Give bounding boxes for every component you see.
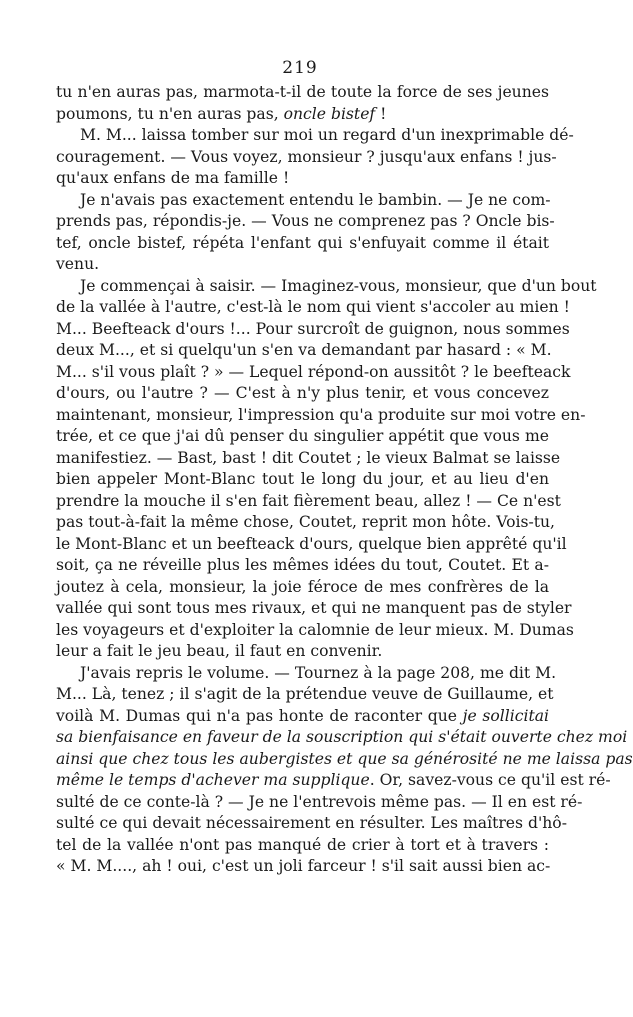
text-line bbox=[56, 147, 557, 169]
text-line bbox=[56, 233, 549, 255]
text-segment: voilà M. Dumas qui n'a pas honte de raconter que bbox=[56, 706, 463, 725]
text-segment: M... s'il vous plaît ? » — Lequel répond-on aussitôt ? le beefteack bbox=[56, 362, 571, 381]
text-segment: venu. bbox=[56, 255, 100, 273]
text-segment: Je commençai à saisir. — Imaginez-vous, monsieur, que d'un bout bbox=[80, 276, 597, 295]
text-line bbox=[56, 856, 549, 878]
italic-text: oncle bistef bbox=[283, 104, 376, 123]
text-segment: sulté de ce conte-là ? — Je ne l'entrevois même pas. — Il en est ré- bbox=[56, 792, 583, 811]
text-segment: d'ours, ou l'autre ? — C'est à n'y plus tenir, et vous concevez bbox=[56, 384, 549, 402]
text-segment: Je n'avais pas exactement entendu le bambin. — Je ne com- bbox=[80, 190, 551, 209]
text-line bbox=[56, 211, 555, 233]
text-line bbox=[56, 555, 549, 577]
text-segment: poumons, tu n'en auras pas, bbox=[56, 104, 284, 123]
text-segment: maintenant, monsieur, l'impression qu'a produite sur moi votre en- bbox=[56, 405, 586, 424]
text-segment: tu n'en auras pas, marmota-t-il de toute la force de ses jeunes bbox=[56, 83, 549, 101]
text-segment: soit, ça ne réveille plus les mêmes idées du tout, Coutet. Et a- bbox=[56, 556, 549, 574]
text-line bbox=[56, 340, 552, 362]
text-line bbox=[56, 383, 549, 405]
page-number: 219 bbox=[282, 58, 318, 78]
text-line bbox=[56, 727, 628, 749]
text-line bbox=[56, 684, 554, 706]
text-segment: trée, et ce que j'ai dû penser du singulier appétit que vous me bbox=[56, 427, 549, 445]
text-line bbox=[56, 641, 549, 663]
text-segment: ! bbox=[375, 104, 387, 123]
text-line bbox=[56, 319, 570, 341]
text-segment: deux M..., et si quelqu'un s'en va demandant par hasard : « M. bbox=[56, 341, 552, 359]
text-line bbox=[56, 577, 549, 599]
text-line bbox=[56, 491, 561, 513]
text-segment: . Or, savez-vous ce qu'il est ré- bbox=[369, 771, 611, 789]
text-line bbox=[56, 835, 549, 857]
text-line bbox=[56, 448, 561, 470]
body-text bbox=[56, 82, 633, 878]
text-line bbox=[56, 512, 555, 534]
text-segment: de la vallée à l'autre, c'est-là le nom qui vient s'accoler au mien ! bbox=[56, 298, 570, 316]
text-line bbox=[56, 749, 633, 771]
text-line bbox=[56, 276, 597, 298]
text-line bbox=[56, 469, 549, 491]
text-line bbox=[56, 792, 583, 814]
text-segment: couragement. — Vous voyez, monsieur ? jusqu'aux enfans ! jus- bbox=[56, 147, 557, 166]
text-line bbox=[56, 82, 549, 104]
italic-text: sa bienfaisance en faveur de la souscription qui s'était ouverte chez moi bbox=[56, 728, 628, 746]
text-segment: « M. M...., ah ! oui, c'est un joli farceur ! s'il sait aussi bien ac- bbox=[56, 857, 551, 875]
text-segment: les voyageurs et d'exploiter la calomnie de leur mieux. M. Dumas bbox=[56, 620, 574, 639]
text-segment: bien appeler Mont-Blanc tout le long du jour, et au lieu d'en bbox=[56, 470, 549, 488]
italic-text: ainsi que chez tous les aubergistes et que sa générosité ne me laissa pas bbox=[56, 749, 633, 768]
text-segment: prends pas, répondis-je. — Vous ne comprenez pas ? Oncle bis- bbox=[56, 212, 555, 230]
text-line bbox=[56, 254, 549, 276]
text-segment: tel de la vallée n'ont pas manqué de crier à tort et à travers : bbox=[56, 835, 549, 854]
text-segment: vallée qui sont tous mes rivaux, et qui ne manquent pas de styler bbox=[56, 599, 572, 617]
text-line bbox=[56, 405, 586, 427]
text-line bbox=[56, 190, 549, 212]
text-line bbox=[56, 168, 549, 190]
text-segment: le Mont-Blanc et un beefteack d'ours, quelque bien apprêté qu'il bbox=[56, 534, 567, 553]
text-line bbox=[56, 297, 570, 319]
text-segment: leur a fait le jeu beau, il faut en convenir. bbox=[56, 642, 383, 660]
text-segment: joutez à cela, monsieur, la joie féroce de mes confrères de la bbox=[56, 577, 549, 596]
text-line bbox=[56, 620, 574, 642]
text-segment: J'avais repris le volume. — Tournez à la page 208, me dit M. bbox=[80, 663, 557, 682]
text-segment: sulté ce qui devait nécessairement en résulter. Les maîtres d'hô- bbox=[56, 814, 567, 832]
text-segment: M... Là, tenez ; il s'agit de la prétendue veuve de Guillaume, et bbox=[56, 685, 554, 703]
text-segment: tef, oncle bistef, répéta l'enfant qui s'enfuyait comme il était bbox=[56, 233, 549, 252]
text-segment: pas tout-à-fait la même chose, Coutet, reprit mon hôte. Vois-tu, bbox=[56, 513, 555, 531]
text-line bbox=[56, 706, 549, 728]
text-line bbox=[56, 534, 567, 556]
text-line bbox=[56, 663, 557, 685]
text-line bbox=[56, 426, 549, 448]
text-segment: qu'aux enfans de ma famille ! bbox=[56, 169, 290, 187]
text-line bbox=[56, 125, 574, 147]
text-segment: prendre la mouche il s'en fait fièrement beau, allez ! — Ce n'est bbox=[56, 491, 561, 510]
italic-text: je sollicitai bbox=[462, 706, 550, 725]
text-segment: M. M... laissa tomber sur moi un regard d'un inexprimable dé- bbox=[80, 126, 574, 144]
text-segment: manifestiez. — Bast, bast ! dit Coutet ; le vieux Balmat se laisse bbox=[56, 448, 561, 467]
text-line bbox=[56, 813, 567, 835]
text-line bbox=[56, 770, 611, 792]
text-line bbox=[56, 598, 572, 620]
text-line bbox=[56, 104, 549, 126]
text-line bbox=[56, 362, 571, 384]
text-segment: M... Beefteack d'ours !... Pour surcroît de guignon, nous sommes bbox=[56, 319, 570, 338]
italic-text: même le temps d'achever ma supplique bbox=[56, 771, 370, 789]
